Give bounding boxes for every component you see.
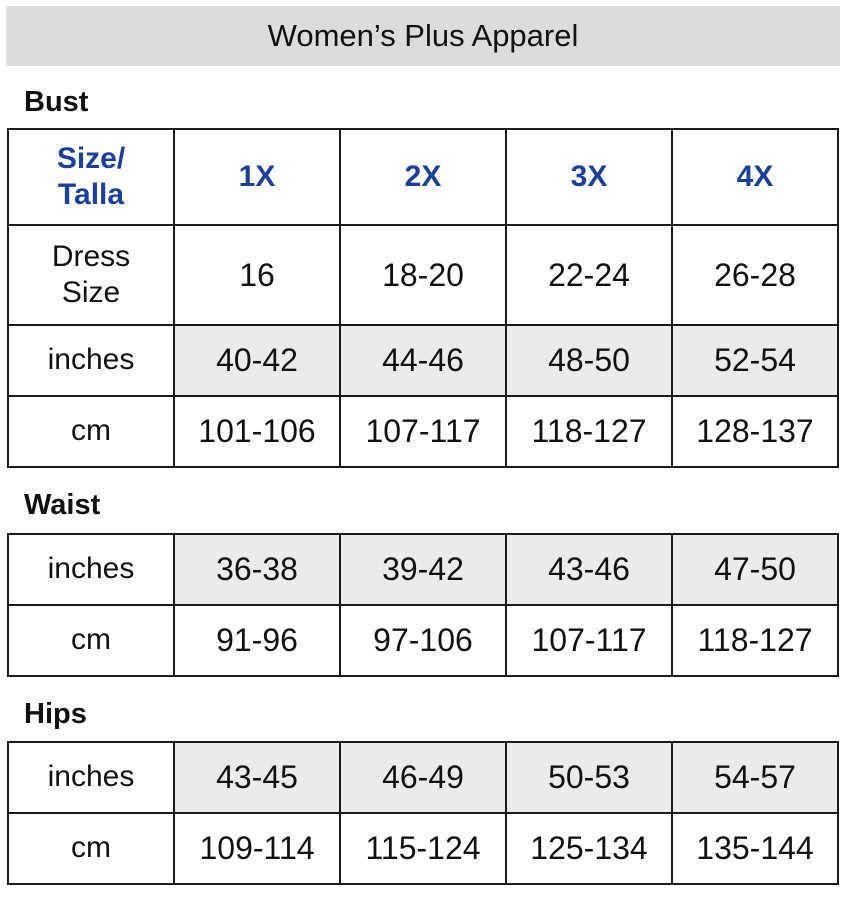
dress-size-cell: 16 xyxy=(174,225,340,325)
chart-title-bar xyxy=(6,6,840,66)
bust-inches-cell: 52-54 xyxy=(672,325,838,396)
waist-table xyxy=(7,533,839,677)
dress-size-label xyxy=(8,225,174,325)
waist-inches-cell: 47-50 xyxy=(672,534,838,605)
dress-size-cell: 22-24 xyxy=(506,225,672,325)
hips-table xyxy=(7,741,839,885)
bust-inches-cell: 48-50 xyxy=(506,325,672,396)
waist-inches-row xyxy=(8,534,838,605)
bust-cm-cell: 118-127 xyxy=(506,396,672,467)
hips-inches-cell: 50-53 xyxy=(506,742,672,813)
hips-cm-cell: 109-114 xyxy=(174,813,340,884)
dress-size-cell: 26-28 xyxy=(672,225,838,325)
hips-cm-cell: 135-144 xyxy=(672,813,838,884)
waist-cm-cell: 118-127 xyxy=(672,605,838,676)
size-header-label-line2: Talla xyxy=(57,178,125,211)
bust-table xyxy=(7,128,839,468)
hips-cm-label: cm xyxy=(8,813,174,884)
size-header-cell: 4X xyxy=(672,129,838,225)
waist-inches-label: inches xyxy=(8,534,174,605)
hips-cm-cell: 115-124 xyxy=(340,813,506,884)
size-header-cell: 1X xyxy=(174,129,340,225)
waist-inches-cell: 36-38 xyxy=(174,534,340,605)
waist-section-label: Waist xyxy=(24,489,101,521)
size-header-label-line1: Size/ xyxy=(56,142,126,175)
hips-inches-cell: 46-49 xyxy=(340,742,506,813)
chart-title: Women’s Plus Apparel xyxy=(267,18,579,53)
size-header-cell: 3X xyxy=(506,129,672,225)
dress-size-row xyxy=(8,225,838,325)
hips-cm-cell: 125-134 xyxy=(506,813,672,884)
bust-cm-row xyxy=(8,396,838,467)
bust-inches-row xyxy=(8,325,838,396)
waist-cm-cell: 91-96 xyxy=(174,605,340,676)
hips-inches-row xyxy=(8,742,838,813)
waist-inches-cell: 43-46 xyxy=(506,534,672,605)
waist-inches-cell: 39-42 xyxy=(340,534,506,605)
waist-cm-row xyxy=(8,605,838,676)
bust-inches-label: inches xyxy=(8,325,174,396)
bust-cm-label: cm xyxy=(8,396,174,467)
bust-inches-cell: 40-42 xyxy=(174,325,340,396)
hips-inches-label: inches xyxy=(8,742,174,813)
bust-cm-cell: 101-106 xyxy=(174,396,340,467)
waist-cm-cell: 97-106 xyxy=(340,605,506,676)
dress-size-label-line2: Size xyxy=(61,276,121,309)
bust-inches-cell: 44-46 xyxy=(340,325,506,396)
size-header-cell: 2X xyxy=(340,129,506,225)
bust-cm-cell: 107-117 xyxy=(340,396,506,467)
hips-cm-row xyxy=(8,813,838,884)
waist-cm-label: cm xyxy=(8,605,174,676)
bust-section-label: Bust xyxy=(24,86,89,118)
hips-section-label: Hips xyxy=(24,698,87,730)
hips-inches-cell: 54-57 xyxy=(672,742,838,813)
size-header-label xyxy=(8,129,174,225)
size-header-row xyxy=(8,129,838,225)
dress-size-label-line1: Dress xyxy=(51,240,131,273)
hips-inches-cell: 43-45 xyxy=(174,742,340,813)
waist-cm-cell: 107-117 xyxy=(506,605,672,676)
dress-size-cell: 18-20 xyxy=(340,225,506,325)
bust-cm-cell: 128-137 xyxy=(672,396,838,467)
